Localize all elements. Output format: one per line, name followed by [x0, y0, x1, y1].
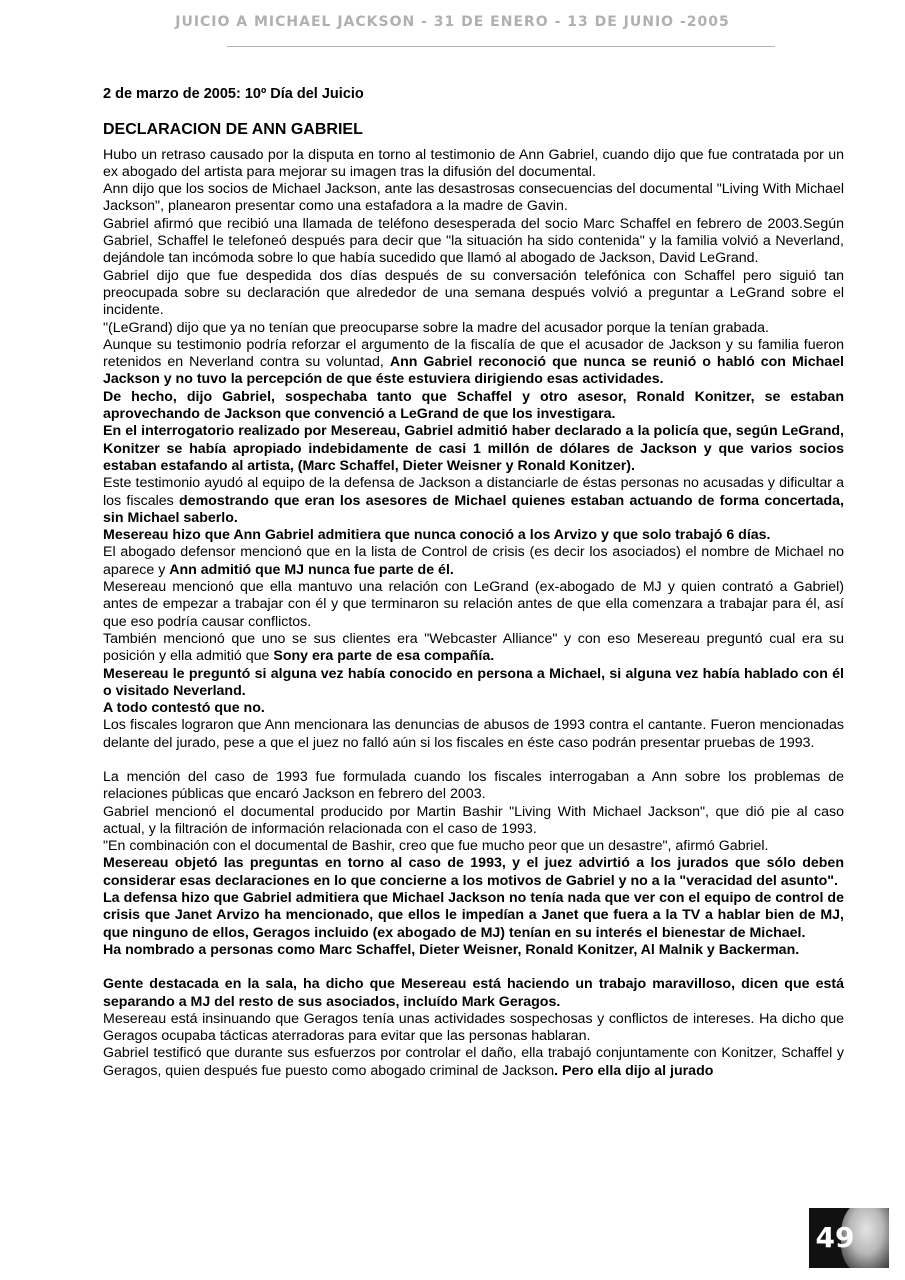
paragraph-spacer: [103, 959, 844, 976]
bold-text-run: Mesereau objetó las preguntas en torno al caso de 1993, y el juez advirtió a los jurados que sólo deben considerar esas declaraciones en lo que concierne a los motivos de Gabriel y no a la "veracidad del asunto".: [103, 855, 844, 889]
paragraph: [103, 942, 844, 959]
text-run: "En combinación con el documental de Bashir, creo que fue mucho peor que un desastre", afirmó Gabriel.: [103, 838, 769, 855]
paragraph-list: [103, 147, 844, 1080]
paragraph: [103, 804, 844, 839]
paragraph: [103, 700, 844, 717]
text-run: Gabriel testificó que durante sus esfuerzos por controlar el daño, ella trabajó conjuntamente con Konitzer, Schaffel y Geragos, quien después fue puesto como abogado criminal de Jackson: [103, 1045, 844, 1079]
paragraph: [103, 423, 844, 475]
text-run: Gabriel dijo que fue despedida dos días después de su conversación telefónica con Schaffel pero siguió tan preocupada sobre su declaración que alrededor de una semana después volvió a preguntar a LeGrand sobre el incidente.: [103, 267, 844, 319]
text-run: Gabriel mencionó el documental producido por Martin Bashir "Living With Michael Jackson", que dió pie al caso actual, y la filtración de información relacionada con el caso de 1993.: [103, 803, 844, 837]
text-run: Los fiscales lograron que Ann mencionara las denuncias de abusos de 1993 contra el cantante. Fueron mencionadas delante del jurado, pese a que el juez no falló aún si los fiscales en éste caso podrán presentar pruebas de 1993.: [103, 717, 844, 751]
bold-text-run: Mesereau hizo que Ann Gabriel admitiera que nunca conoció a los Arvizo y que solo trabajó 6 días.: [103, 527, 771, 544]
article-body: [103, 86, 844, 1080]
bold-text-run: demostrando que eran los asesores de Michael quienes estaban actuando de forma concertada, sin Michael saberlo.: [103, 492, 844, 526]
paragraph: [103, 976, 844, 1011]
paragraph: [103, 181, 844, 216]
text-run: "(LeGrand) dijo que ya no tenían que preocuparse sobre la madre del acusador porque la tenían grabada.: [103, 319, 769, 336]
running-header: JUICIO A MICHAEL JACKSON - 31 DE ENERO - 13 DE JUNIO -2005: [175, 14, 730, 30]
bold-text-run: La defensa hizo que Gabriel admitiera que Michael Jackson no tenía nada que ver con el equipo de control de crisis que Janet Arvizo ha mencionado, que ellos le impedían a Janet que fuera a la TV a hablar bien de MJ, que ninguno de ellos, Geragos incluido (ex abogado de MJ) tenían en su interés el bienestar de Michael.: [103, 890, 844, 941]
bold-text-run: A todo contestó que no.: [103, 700, 265, 717]
bold-text-run: De hecho, dijo Gabriel, sospechaba tanto que Schaffel y otro asesor, Ronald Konitzer, se estaban aprovechando de Jackson que convenció a LeGrand de que los investigara.: [103, 388, 844, 423]
text-run: El abogado defensor mencionó que en la lista de Control de crisis (es decir los asociados) el nombre de Michael no aparece y: [103, 544, 844, 578]
paragraph: [103, 475, 844, 527]
page-number-badge: [809, 1208, 889, 1268]
paragraph: [103, 1045, 844, 1080]
bold-text-run: Mesereau le preguntó si alguna vez había conocido en persona a Michael, si alguna vez había hablado con él o visitado Neverland.: [103, 665, 844, 699]
paragraph: [103, 769, 844, 804]
paragraph: [103, 320, 844, 337]
bold-text-run: Ann Gabriel reconoció que nunca se reunió o habló con Michael Jackson y no tuvo la percepción de que éste estuviera dirigiendo esas actividades.: [103, 354, 845, 388]
text-run: Mesereau está insinuando que Geragos tenía unas actividades sospechosas y conflictos de intereses. Ha dicho que Geragos ocupaba tácticas aterradoras para evitar que las personas hablaran.: [103, 1010, 844, 1045]
paragraph: [103, 855, 844, 890]
text-run: La mención del caso de 1993 fue formulada cuando los fiscales interrogaban a Ann sobre los problemas de relaciones públicas que encaró Jackson en febrero del 2003.: [103, 768, 844, 803]
paragraph: [103, 890, 844, 942]
paragraph: [103, 579, 844, 631]
section-title: DECLARACION DE ANN GABRIEL: [103, 121, 363, 139]
paragraph-spacer: [103, 752, 844, 769]
bold-text-run: En el interrogatorio realizado por Mesereau, Gabriel admitió haber declarado a la policía que, según LeGrand, Konitzer se había apropiado indebidamente de casi 1 millón de dólares de Jackson y que varios socios estaban estafando al artista, (Marc Schaffel, Dieter Weisner y Ronald Konitzer).: [103, 423, 844, 474]
bold-text-run: Gente destacada en la sala, ha dicho que Mesereau está haciendo un trabajo maravilloso, dicen que está separando a MJ del resto de sus asociados, incluído Mark Geragos.: [103, 976, 844, 1010]
bold-text-run: . Pero ella dijo al jurado: [554, 1062, 714, 1079]
bold-text-run: Ann admitió que MJ nunca fue parte de él.: [169, 561, 454, 578]
text-run: Gabriel afirmó que recibió una llamada de teléfono desesperada del socio Marc Schaffel en febrero de 2003.Según Gabriel, Schaffel le telefoneó después para decir que "la situación ha sido contenida" y la familia volvió a Neverland, dejándole tan incómoda sobre lo que había sucedido que llamó al abogado de Jackson, David LeGrand.: [103, 215, 844, 267]
paragraph: [103, 216, 844, 268]
text-run: Hubo un retraso causado por la disputa en torno al testimonio de Ann Gabriel, cuando dijo que fue contratada por un ex abogado del artista para mejorar su imagen tras la difusión del documental.: [103, 146, 844, 180]
text-run: Este testimonio ayudó al equipo de la defensa de Jackson a distanciarle de éstas personas no acusadas y dificultar a los fiscales: [103, 475, 844, 509]
paragraph: [103, 268, 844, 320]
paragraph: [103, 838, 844, 855]
text-run: Aunque su testimonio podría reforzar el argumento de la fiscalía de que el acusador de Jackson y su familia fueron retenidos en Neverland contra su voluntad,: [103, 336, 844, 371]
bold-text-run: Sony era parte de esa compañía.: [273, 648, 495, 665]
paragraph: [103, 527, 844, 544]
paragraph: [103, 147, 844, 182]
header-divider: [227, 46, 775, 47]
paragraph: [103, 1011, 844, 1046]
text-run: Mesereau mencionó que ella mantuvo una relación con LeGrand (ex-abogado de MJ y quien contrató a Gabriel) antes de empezar a trabajar con él y que terminaron su relación antes de que ella comenzara a trabajar para él, así que eso podría causar conflictos.: [103, 579, 844, 630]
paragraph: [103, 337, 844, 389]
paragraph: [103, 666, 844, 701]
paragraph: [103, 389, 844, 424]
bold-text-run: Ha nombrado a personas como Marc Schaffel, Dieter Weisner, Ronald Konitzer, Al Malnik y Backerman.: [103, 941, 800, 958]
paragraph: [103, 717, 844, 752]
paragraph: [103, 631, 844, 666]
text-run: Ann dijo que los socios de Michael Jackson, ante las desastrosas consecuencias del documental "Living With Michael Jackson", planearon presentar como una estafadora a la madre de Gavin.: [103, 181, 844, 215]
date-line: 2 de marzo de 2005: 10º Día del Juicio: [103, 86, 364, 102]
text-run: También mencionó que uno se sus clientes era "Webcaster Alliance" y con eso Mesereau preguntó cual era su posición y ella admitió que: [103, 630, 844, 665]
page-number: 49: [815, 1221, 855, 1254]
paragraph: [103, 544, 844, 579]
